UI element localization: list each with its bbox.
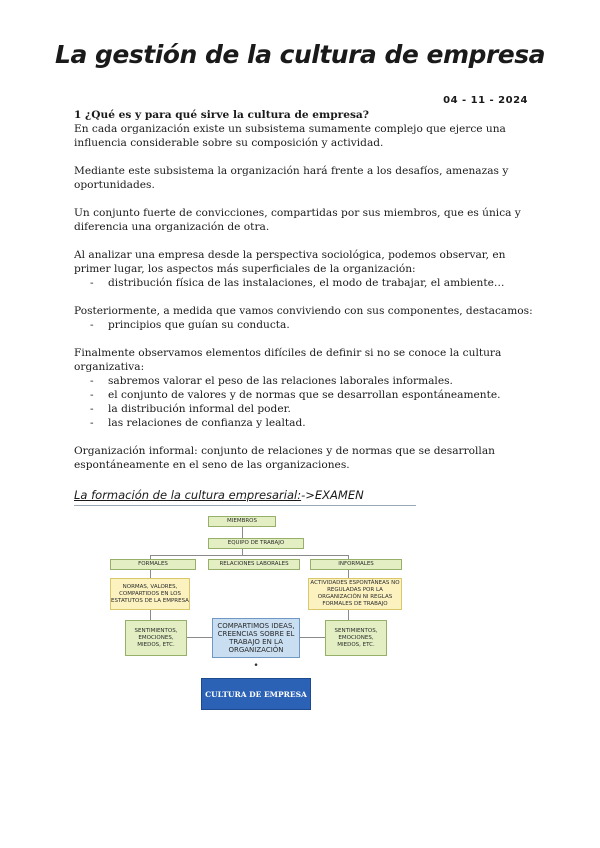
diagram-bullet: • <box>253 660 259 671</box>
diagram-box-informal: INFORMALES <box>310 559 402 570</box>
diagram-box-informal-activities: ACTIVIDADES ESPONTÁNEAS NO REGULADAS POR LA ORGANIZACIÓN NI REGLAS FORMALES DE TRABAJO <box>308 578 402 610</box>
paragraph-5: Posteriormente, a medida que vamos conviviendo con sus componentes, destacamos: <box>74 305 533 317</box>
list-item: - sabremos valorar el peso de las relaciones laborales informales. <box>74 374 534 388</box>
connector-line <box>187 637 212 638</box>
diagram-box-company-culture: CULTURA DE EMPRESA <box>201 678 311 710</box>
connector-line <box>300 637 325 638</box>
diagram-box-team: EQUIPO DE TRABAJO <box>208 538 304 549</box>
paragraph-7: Organización informal: conjunto de relaciones y de normas que se desarrollan espontáneamente en el seno de las organizaciones. <box>74 445 495 471</box>
list-item: - principios que guían su conducta. <box>74 318 534 332</box>
date-label: 04 - 11 - 2024 <box>443 95 528 106</box>
paragraph-4: Al analizar una empresa desde la perspectiva sociológica, podemos observar, en primer lugar, los aspectos más superficiales de la organización: <box>74 249 506 275</box>
diagram-box-members: MIEMBROS <box>208 516 276 527</box>
list-item: - distribución física de las instalaciones, el modo de trabajar, el ambiente… <box>74 276 534 290</box>
connector-line <box>150 555 348 556</box>
section-heading <box>74 488 364 502</box>
diagram-box-formal-norms: NORMAS, VALORES, COMPARTIDOS EN LOS ESTATUTOS DE LA EMPRESA <box>110 578 190 610</box>
list-hidden-elements <box>74 374 534 430</box>
paragraph-6: Finalmente observamos elementos difíciles de definir si no se conoce la cultura organizativa: <box>74 347 502 373</box>
connector-line <box>242 526 243 538</box>
connector-line <box>348 610 349 620</box>
section-divider <box>74 505 416 506</box>
diagram-box-formal: FORMALES <box>110 559 196 570</box>
question-heading: 1 ¿Qué es y para qué sirve la cultura de empresa? <box>74 109 369 121</box>
list-item: - el conjunto de valores y de normas que se desarrollan espontáneamente. <box>74 388 534 402</box>
section-suffix: ->EXAMEN <box>301 488 364 502</box>
paragraph-3: Un conjunto fuerte de convicciones, compartidas por sus miembros, que es única y diferencia una organización de otra. <box>74 207 521 233</box>
diagram-box-shared-ideas: COMPARTIMOS IDEAS, CREENCIAS SOBRE EL TRABAJO EN LA ORGANIZACIÓN <box>212 618 300 658</box>
connector-line <box>150 610 151 620</box>
list-superficial <box>74 276 534 290</box>
diagram-box-right-feelings: SENTIMIENTOS, EMOCIONES, MIEDOS, ETC. <box>325 620 387 656</box>
list-item: - las relaciones de confianza y lealtad. <box>74 416 534 430</box>
connector-line <box>150 570 151 578</box>
document-body <box>74 108 534 486</box>
list-principles <box>74 318 534 332</box>
section-title-text: La formación de la cultura empresarial: <box>74 488 302 502</box>
diagram-box-left-feelings: SENTIMIENTOS, EMOCIONES, MIEDOS, ETC. <box>125 620 187 656</box>
diagram-box-labor-relations: RELACIONES LABORALES <box>208 559 300 570</box>
list-item: - la distribución informal del poder. <box>74 402 534 416</box>
page-title: La gestión de la cultura de empresa <box>55 40 545 69</box>
connector-line <box>348 570 349 578</box>
paragraph-2: Mediante este subsistema la organización hará frente a los desafíos, amenazas y oportunidades. <box>74 165 509 191</box>
paragraph-1: En cada organización existe un subsistema sumamente complejo que ejerce una influencia considerable sobre su composición y actividad. <box>74 123 506 149</box>
